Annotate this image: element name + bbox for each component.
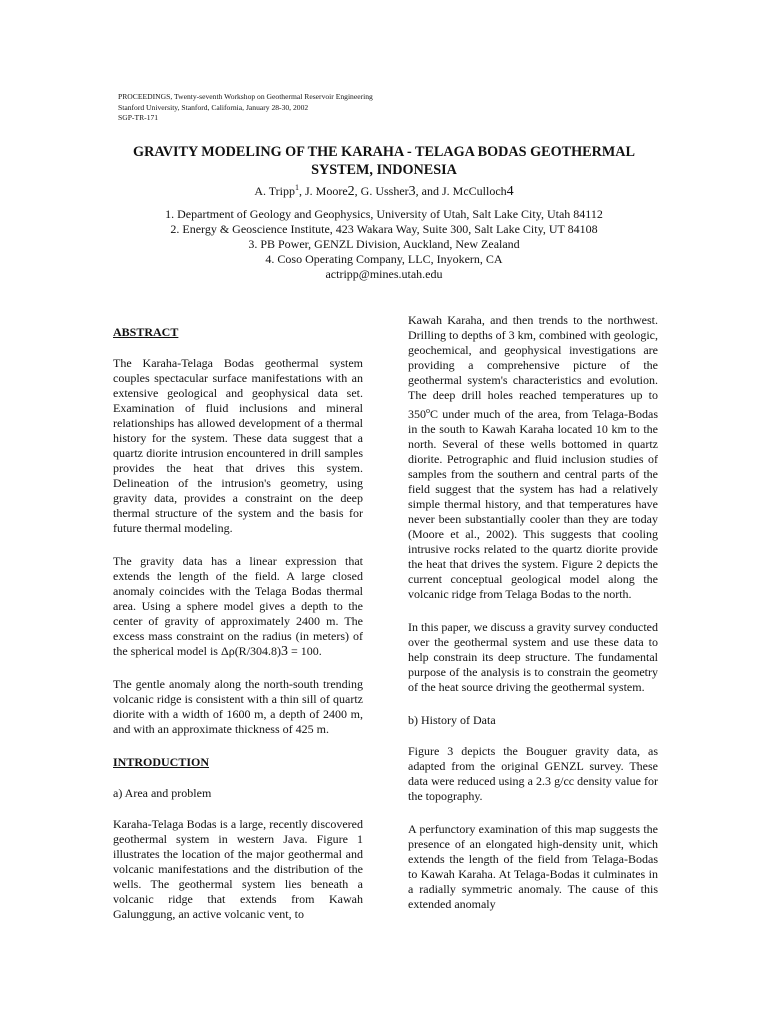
contact-email: actripp@mines.utah.edu (325, 267, 443, 281)
introduction-paragraph-1: Karaha-Telaga Bodas is a large, recently discovered geothermal system in western Java. Figure 1 illustrates the location of the major geothermal and volcanic manifestations and the distribution of the wells. The geothermal system lies beneath a volcanic ridge that extends from Kawah Galunggung, an active volcanic vent, to (113, 817, 363, 921)
author-list (118, 180, 650, 199)
paragraph-2-part-a: Kawah Karaha, and then trends to the northwest. Drilling to depths of 3 km, combined with geologic, geochemical, and geophysical investigations are providing a comprehensive picture of the geothermal system's characteristics and evolution. The deep drill holes reached temperatures up to 350 (408, 313, 658, 421)
affiliation-3: 3. PB Power, GENZL Division, Auckland, New Zealand (248, 237, 520, 251)
affiliation-2: 2. Energy & Geoscience Institute, 423 Wakara Way, Suite 300, Salt Lake City, UT 84108 (170, 222, 598, 236)
abstract-paragraph-3: The gentle anomaly along the north-south trending volcanic ridge is consistent with a thin sill of quartz diorite with a width of 1600 m, a depth of 2400 m, and with an approximate thickness of 425 m. (113, 677, 363, 736)
abstract-paragraph-2 (113, 554, 363, 659)
mass-formula-end: = 100. (288, 644, 322, 658)
author-1: A. Tripp (254, 184, 295, 198)
title-line-1: GRAVITY MODELING OF THE KARAHA - TELAGA BODAS GEOTHERMAL (133, 144, 635, 160)
subsection-history-of-data: b) History of Data (408, 713, 496, 727)
subsection-area-and-problem: a) Area and problem (113, 786, 212, 800)
title-line-2: SYSTEM, INDONESIA (311, 162, 457, 178)
author-1-affil: 1 (295, 183, 299, 192)
right-column (408, 313, 658, 912)
affiliation-4: 4. Coso Operating Company, LLC, Inyokern, CA (265, 252, 503, 266)
header-line-3: SGP-TR-171 (118, 113, 159, 122)
author-2-affil: 2 (347, 184, 355, 199)
introduction-heading: INTRODUCTION (113, 755, 210, 769)
author-3-affil: 3 (408, 184, 416, 199)
history-paragraph-2: A perfunctory examination of this map suggests the presence of an elongated high-density unit, which extends the length of the field from Telaga-Bodas to Kawah Karaha. At Telaga-Bodas it culminates in a radially symmetric anomaly. The cause of this extended anomaly (408, 822, 658, 911)
abstract-heading: ABSTRACT (113, 325, 179, 339)
header-line-2: Stanford University, Stanford, California, January 28-30, 2002 (118, 102, 309, 112)
author-3: , G. Ussher (354, 184, 409, 198)
paper-title (118, 143, 650, 179)
author-4: , and J. McCulloch (415, 184, 507, 198)
left-column (113, 325, 363, 922)
mass-formula-exponent: 3 (281, 644, 289, 659)
paragraph-2-part-b: C under much of the area, from Telaga-Bodas in the south to Kawah Karaha located 10 km to the north. Several of these wells bottomed in quartz diorite. Petrographic and fluid inclusion studies of samples from the southern and central parts of the field suggest that the system has had a relatively simple thermal history, and that temperatures have never been substantially cooler than they are today (Moore et al., 2002). This suggests that cooling intrusive rocks related to the quartz diorite provide the heat that drives the system. Figure 2 depicts the current conceptual geological model along the volcanic ridge from Telaga Bodas to the north. (408, 407, 658, 601)
proceedings-header (118, 92, 373, 124)
header-line-1: PROCEEDINGS, Twenty-seventh Workshop on Geothermal Reservoir Engineering (118, 92, 373, 101)
abstract-paragraph-2-text: The gravity data has a linear expression that extends the length of the field. A large closed anomaly coincides with the Telaga Bodas thermal area. Using a sphere model gives a depth to the center of gravity of approximately 2400 m. The excess mass constraint on the radius (in meters) of the spherical model is (113, 554, 363, 658)
affiliations (118, 207, 650, 282)
introduction-paragraph-2 (408, 313, 658, 602)
affiliation-1: 1. Department of Geology and Geophysics, University of Utah, Salt Lake City, Utah 84112 (165, 207, 603, 221)
mass-formula: Δρ(R/304.8) (220, 644, 282, 658)
abstract-paragraph-1: The Karaha-Telaga Bodas geothermal system couples spectacular surface manifestations with an extensive geological and geophysical data set. Examination of fluid inclusions and mineral relationships has allowed development of a thermal history for the system. These data suggest that a quartz diorite intrusion encountered in drill samples provides the heat that drives this system. Delineation of the intrusion's geometry, using gravity data, provides a constraint on the deep thermal structure of the system and the basis for future thermal modeling. (113, 356, 363, 535)
history-paragraph-1: Figure 3 depicts the Bouguer gravity data, as adapted from the original GENZL survey. These data were reduced using a 2.3 g/cc density value for the topography. (408, 744, 658, 803)
author-4-affil: 4 (506, 184, 514, 199)
degree-mark: o (426, 406, 430, 415)
introduction-paragraph-3: In this paper, we discuss a gravity survey conducted over the geothermal system and use these data to help constrain its deep structure. The fundamental purpose of the analysis is to constrain the geometry of the heat source driving the geothermal system. (408, 620, 658, 694)
author-2: , J. Moore (299, 184, 348, 198)
